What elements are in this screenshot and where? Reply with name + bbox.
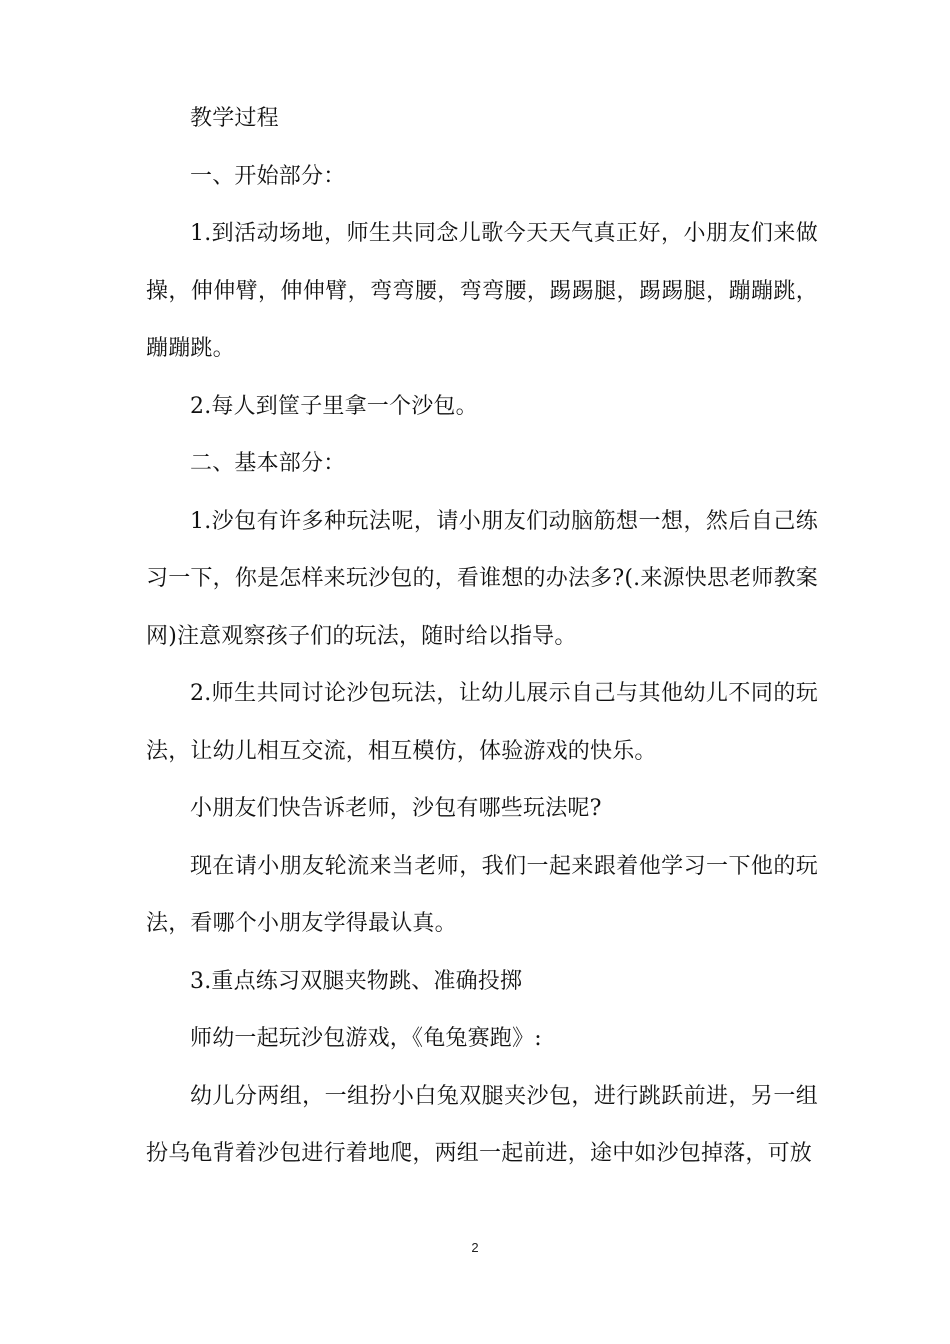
document-body [146, 90, 818, 1183]
paragraph-take-sandbag: 2.每人到筐子里拿一个沙包。 [190, 393, 478, 419]
page-number: 2 [471, 1240, 479, 1255]
paragraph-key-practice: 3.重点练习双腿夹物跳、准确投掷 [190, 968, 523, 994]
paragraph-sandbag-ideas: 1.沙包有许多种玩法呢，请小朋友们动脑筋想一想，然后自己练习一下，你是怎样来玩沙包的，看谁想的办法多?(.来源快思老师教案网)注意观察孩子们的玩法，随时给以指导。 [146, 508, 818, 649]
section-heading-opening: 一、开始部分： [190, 163, 346, 189]
paragraph-take-turns: 现在请小朋友轮流来当老师，我们一起来跟着他学习一下他的玩法，看哪个小朋友学得最认真。 [146, 853, 818, 936]
section-heading-basic: 二、基本部分： [190, 451, 346, 476]
paragraph-question: 小朋友们快告诉老师，沙包有哪些玩法呢? [190, 796, 602, 821]
paragraph-game-rules: 幼儿分两组，一组扮小白兔双腿夹沙包，进行跳跃前进，另一组扮乌龟背着沙包进行着地爬，两组一起前进，途中如沙包掉落，可放 [146, 1083, 818, 1166]
section-heading-teaching-process: 教学过程 [190, 106, 279, 131]
paragraph-game-title: 师幼一起玩沙包游戏，《龟兔赛跑》: [190, 1026, 542, 1051]
paragraph-discuss-play: 2.师生共同讨论沙包玩法，让幼儿展示自己与其他幼儿不同的玩法，让幼儿相互交流，相互模仿，体验游戏的快乐。 [146, 681, 818, 764]
paragraph-warmup-song: 1.到活动场地，师生共同念儿歌今天天气真正好，小朋友们来做操，伸伸臂，伸伸臂，弯弯腰，弯弯腰，踢踢腿，踢踢腿，蹦蹦跳，蹦蹦跳。 [146, 221, 818, 361]
